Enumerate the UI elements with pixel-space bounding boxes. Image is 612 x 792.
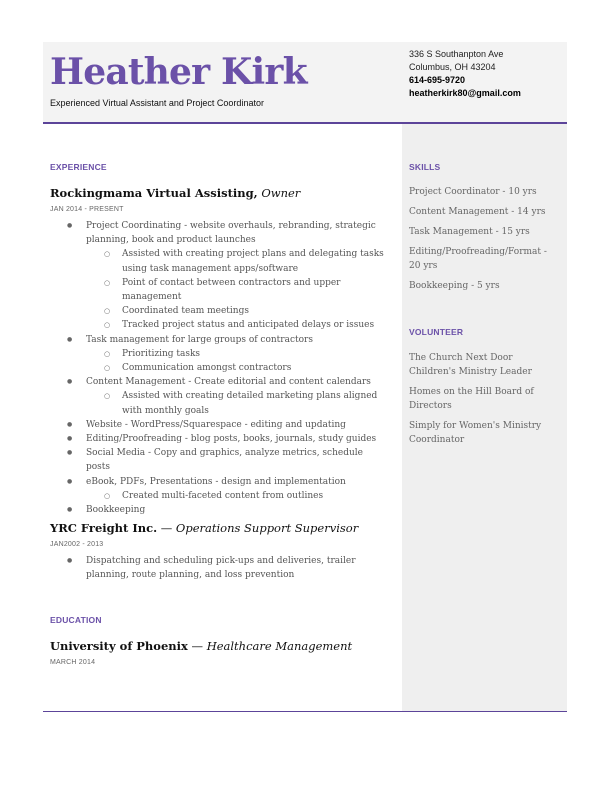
sub-bullets: [86, 389, 386, 417]
volunteer-item: Homes on the Hill Board of Directors: [409, 387, 534, 411]
sub-list-item: ○ Prioritizing tasks: [122, 347, 386, 361]
job-2-date: JAN2002 - 2013: [50, 541, 104, 548]
sub-list-item: ○ Tracked project status and anticipated delays or issues: [122, 318, 386, 332]
bullet-text: Content Management - Create editorial and content calendars: [86, 377, 371, 388]
job-1-date: JAN 2014 - PRESENT: [50, 206, 124, 213]
list-item: [86, 219, 386, 333]
list-item: ● Dispatching and scheduling pick-ups and deliveries, trailer planning, route planning, and loss prevention: [86, 554, 386, 582]
job-1-role: Owner: [261, 186, 301, 200]
education-date: MARCH 2014: [50, 659, 96, 666]
list-item: [86, 475, 386, 503]
candidate-subtitle: Experienced Virtual Assistant and Project Coordinator: [50, 98, 264, 108]
job-2-heading: [50, 521, 358, 535]
job-2-dash: —: [160, 521, 173, 535]
skills-list: [409, 185, 554, 299]
job-1-bullets: [50, 219, 386, 517]
volunteer-heading: VOLUNTEER: [409, 327, 464, 337]
header-band: [43, 42, 567, 122]
bullet-text: Task management for large groups of contractors: [86, 334, 313, 345]
education-heading: EDUCATION: [50, 615, 102, 625]
contact-block: [409, 48, 521, 100]
job-1-org: Rockingmama Virtual Assisting,: [50, 186, 258, 200]
footer-divider: [43, 711, 567, 712]
job-1-heading: [50, 186, 300, 200]
sub-list-item: ○ Created multi-faceted content from outlines: [122, 489, 386, 503]
sub-list-item: ○ Coordinated team meetings: [122, 304, 386, 318]
experience-heading: EXPERIENCE: [50, 162, 107, 172]
bullet-text: eBook, PDFs, Presentations - design and implementation: [86, 476, 346, 487]
education-heading-line: [50, 639, 352, 653]
sub-list-item: ○ Communication amongst contractors: [122, 361, 386, 375]
job-2-org: YRC Freight Inc.: [50, 521, 158, 535]
list-item: ● Social Media - Copy and graphics, analyze metrics, schedule posts: [86, 446, 386, 474]
job-2-role: Operations Support Supervisor: [175, 521, 359, 535]
volunteer-list: [409, 351, 554, 453]
skills-heading: SKILLS: [409, 162, 441, 172]
list-item: ● Bookkeeping: [86, 503, 386, 517]
skill-item: Project Coordinator - 10 yrs: [409, 187, 537, 197]
bullet-text: Project Coordinating - website overhauls, rebranding, strategic planning, book and product launches: [86, 221, 376, 246]
skill-item: Editing/Proofreading/Format - 20 yrs: [409, 247, 547, 271]
sub-bullets: [86, 347, 386, 375]
skill-item: Task Management - 15 yrs: [409, 227, 530, 237]
list-item: [86, 375, 386, 418]
education-degree: Healthcare Management: [206, 639, 353, 653]
sub-bullets: [86, 489, 386, 503]
list-item: ● Editing/Proofreading - blog posts, books, journals, study guides: [86, 432, 386, 446]
sub-list-item: ○ Assisted with creating project plans and delegating tasks using task management apps/software: [122, 247, 386, 275]
job-2-bullets: [50, 554, 386, 582]
skill-item: Content Management - 14 yrs: [409, 207, 546, 217]
address-line-2: Columbus, OH 43204: [409, 62, 496, 72]
email-address: heatherkirk80@gmail.com: [409, 88, 521, 98]
sub-bullets: [86, 247, 386, 332]
phone-number: 614-695-9720: [409, 75, 466, 85]
volunteer-item: The Church Next Door Children's Ministry Leader: [409, 353, 532, 377]
skill-item: Bookkeeping - 5 yrs: [409, 281, 500, 291]
list-item: ● Website - WordPress/Squarespace - editing and updating: [86, 418, 386, 432]
candidate-name: Heather Kirk: [50, 51, 307, 93]
education-dash: —: [191, 639, 204, 653]
sub-list-item: ○ Point of contact between contractors and upper management: [122, 276, 386, 304]
volunteer-item: Simply for Women's Ministry Coordinator: [409, 421, 542, 445]
address-line-1: 336 S Southanpton Ave: [409, 49, 504, 59]
education-school: University of Phoenix: [50, 639, 188, 653]
list-item: [86, 333, 386, 376]
sub-list-item: ○ Assisted with creating detailed marketing plans aligned with monthly goals: [122, 389, 386, 417]
